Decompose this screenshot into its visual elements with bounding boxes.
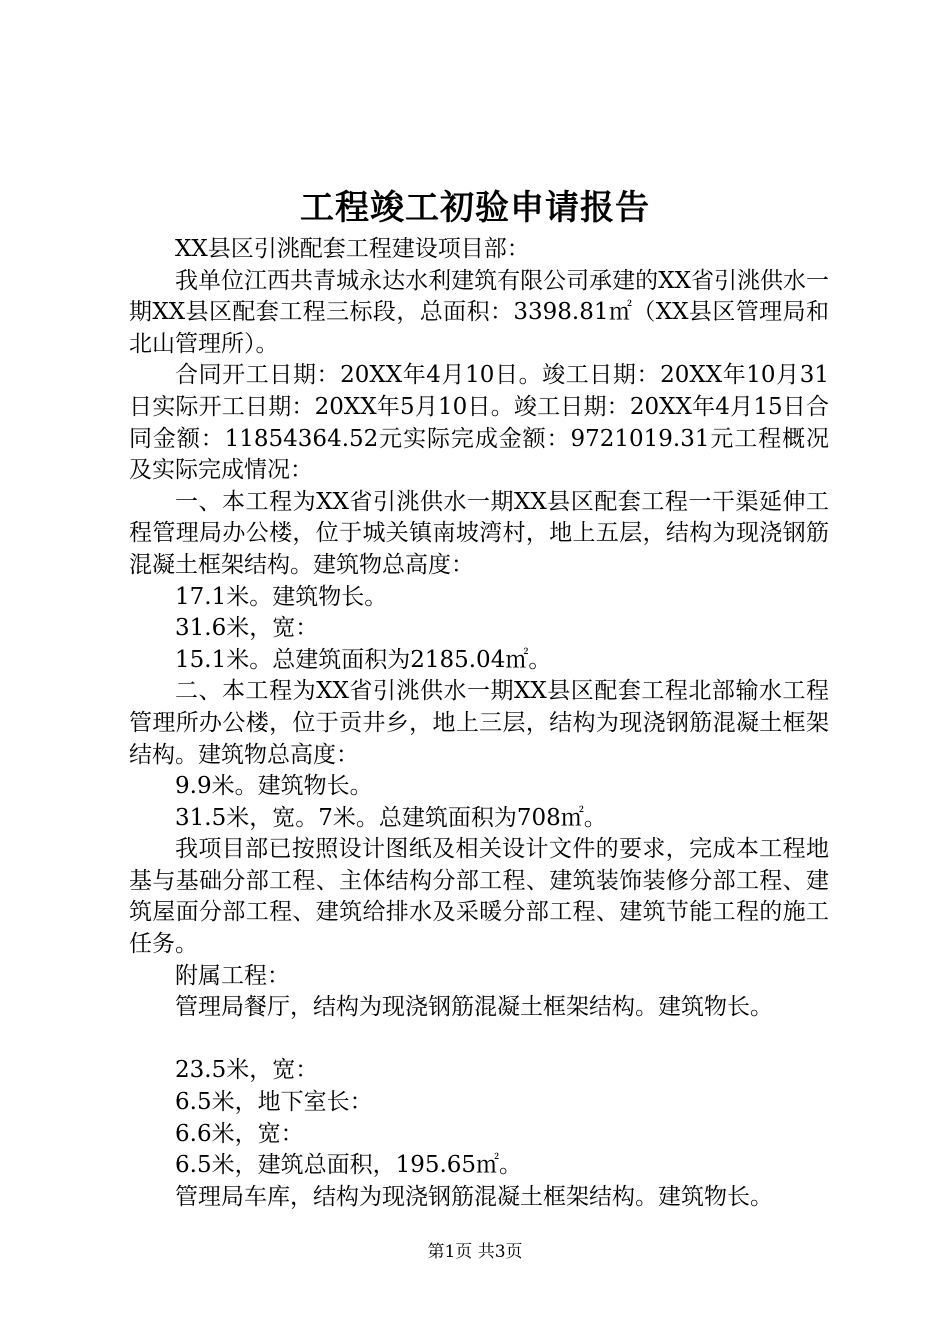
paragraph-canteen-area: 6.5米，建筑总面积，195.65㎡。 xyxy=(175,1152,523,1179)
blank-line xyxy=(129,1024,829,1056)
paragraph-length-one: 31.6米，宽： xyxy=(175,615,319,642)
page-title: 工程竣工初验申请报告 xyxy=(300,188,650,228)
paragraph-canteen-length: 23.5米，宽： xyxy=(175,1057,319,1084)
paragraph-completion: 我项目部已按照设计图纸及相关设计文件的要求，完成本工程地基与基础分部工程、主体结构分部工程、建筑装饰装修分部工程、建筑屋面分部工程、建筑给排水及采暖分部工程、建筑节能工程的施工任务。 xyxy=(129,836,829,958)
paragraph-contractor: 我单位江西共青城永达水利建筑有限公司承建的XX省引洮供水一期XX县区配套工程三标段，总面积：3398.81㎡（XX县区管理局和北山管理所）。 xyxy=(129,267,829,357)
paragraph-height-one: 17.1米。建筑物长。 xyxy=(175,583,388,610)
document-body xyxy=(129,234,829,1213)
paragraph-canteen-width: 6.5米，地下室长： xyxy=(175,1089,373,1116)
paragraph-project-one: 一、本工程为XX省引洮供水一期XX县区配套工程一干渠延伸工程管理局办公楼，位于城关镇南坡湾村，地上五层，结构为现浇钢筋混凝土框架结构。建筑物总高度： xyxy=(129,488,829,578)
paragraph-area-two: 31.5米，宽。7米。总建筑面积为708㎡。 xyxy=(175,804,607,831)
paragraph-dates-amounts: 合同开工日期：20XX年4月10日。竣工日期：20XX年10月31日实际开工日期：20XX年5月10日。竣工日期：20XX年4月15日合同金额：11854364.52元实际完成金额：9721019.31元工程概况及实际完成情况： xyxy=(129,362,829,484)
paragraph-garage: 管理局车库，结构为现浇钢筋混凝土框架结构。建筑物长。 xyxy=(175,1183,773,1210)
paragraph-basement-length: 6.6米，宽： xyxy=(175,1120,304,1147)
paragraph-height-two: 9.9米。建筑物长。 xyxy=(175,773,373,800)
paragraph-addressee: XX县区引洮配套工程建设项目部： xyxy=(175,236,530,262)
paragraph-area-one: 15.1米。总建筑面积为2185.04㎡。 xyxy=(175,646,552,673)
page-footer: 第1页 共3页 xyxy=(427,1242,523,1262)
paragraph-auxiliary: 附属工程： xyxy=(175,962,290,989)
paragraph-project-two: 二、本工程为XX省引洮供水一期XX县区配套工程北部输水工程管理所办公楼，位于贡井乡，地上三层，结构为现浇钢筋混凝土框架结构。建筑物总高度： xyxy=(129,678,829,768)
paragraph-canteen: 管理局餐厅，结构为现浇钢筋混凝土框架结构。建筑物长。 xyxy=(175,994,773,1021)
